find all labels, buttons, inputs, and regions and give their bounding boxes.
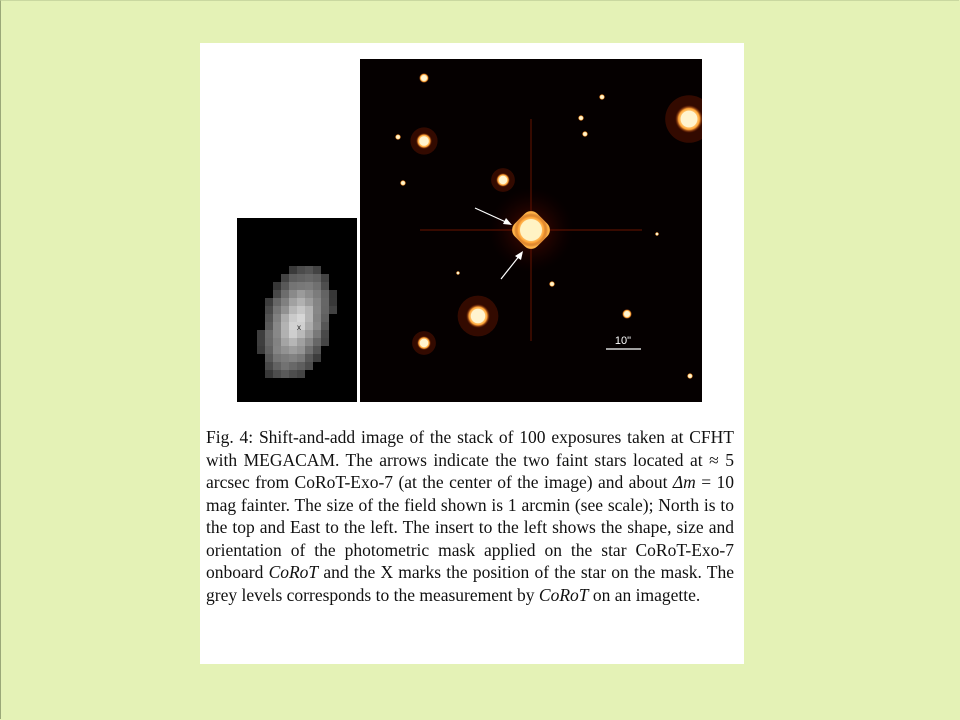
- mask-pixel: [297, 362, 305, 370]
- mask-pixel: [289, 330, 297, 338]
- mask-pixel: [265, 354, 273, 362]
- mask-pixel: [313, 298, 321, 306]
- mask-pixel: [321, 306, 329, 314]
- mask-pixel: [289, 314, 297, 322]
- mask-pixel: [289, 274, 297, 282]
- mask-pixel: [257, 346, 265, 354]
- mask-pixel: [273, 322, 281, 330]
- mask-pixel: [281, 274, 289, 282]
- mask-pixel: [289, 282, 297, 290]
- mask-pixel: [297, 274, 305, 282]
- mask-pixel: [321, 282, 329, 290]
- mask-pixel: [265, 298, 273, 306]
- caption-fig-label: Fig. 4:: [206, 427, 254, 447]
- caption-corot-2: CoRoT: [538, 584, 589, 605]
- mask-pixel: [265, 362, 273, 370]
- mask-pixel: [297, 338, 305, 346]
- field-star-core: [419, 136, 429, 146]
- field-star-core: [688, 374, 692, 378]
- caption-text-3: and the X marks the position of the star on the mask. The grey levels corresponds to the measurement by: [206, 562, 734, 605]
- mask-pixel: [289, 346, 297, 354]
- mask-pixel: [305, 338, 313, 346]
- mask-pixel: [321, 274, 329, 282]
- mask-pixel: [321, 338, 329, 346]
- mask-pixel: [305, 322, 313, 330]
- mask-pixel: [313, 330, 321, 338]
- mask-pixel: [313, 282, 321, 290]
- mask-pixel: [297, 306, 305, 314]
- field-star-core: [420, 339, 428, 347]
- mask-pixel: [273, 330, 281, 338]
- figure-panel: [200, 43, 744, 664]
- mask-pixel: [313, 346, 321, 354]
- mask-pixel: [281, 322, 289, 330]
- field-star-core: [401, 181, 405, 185]
- mask-pixel: [289, 362, 297, 370]
- mask-pixel: [297, 370, 305, 378]
- field-star-core: [656, 233, 658, 235]
- mask-pixel: [281, 298, 289, 306]
- mask-pixel: [273, 314, 281, 322]
- field-star-core: [550, 282, 554, 286]
- mask-pixel: [297, 282, 305, 290]
- mask-pixel: [289, 306, 297, 314]
- mask-pixel: [273, 298, 281, 306]
- photometric-mask-insert: [237, 218, 357, 402]
- mask-pixel: [281, 346, 289, 354]
- mask-pixel: [297, 314, 305, 322]
- mask-pixel: [281, 314, 289, 322]
- mask-pixel: [281, 290, 289, 298]
- mask-pixel: [289, 370, 297, 378]
- star-field-svg: [360, 59, 702, 402]
- mask-pixel: [281, 362, 289, 370]
- mask-pixel: [305, 314, 313, 322]
- mask-pixel: [313, 314, 321, 322]
- mask-pixel: [281, 306, 289, 314]
- field-star-core: [681, 111, 698, 128]
- caption-text-4: on an imagette.: [588, 584, 701, 605]
- field-star-core: [471, 309, 485, 323]
- field-star-core: [421, 75, 427, 81]
- mask-pixel: [313, 306, 321, 314]
- mask-pixel: [313, 266, 321, 274]
- field-star-core: [396, 135, 400, 139]
- caption-text-2: = 10 mag fainter. The size of the field shown is 1 arcmin (see scale); North is to the top and East to the left. The insert to the left shows the shape, size and orientation of the photometric mask applied on the star CoRoT-Exo-7 onboard: [206, 472, 734, 582]
- field-star-core: [624, 311, 630, 317]
- mask-pixel: [289, 322, 297, 330]
- mask-pixel: [305, 282, 313, 290]
- mask-pixel: [257, 338, 265, 346]
- mask-pixel: [313, 338, 321, 346]
- mask-pixel: [305, 362, 313, 370]
- field-star-core: [579, 116, 583, 120]
- mask-pixel: [305, 274, 313, 282]
- caption-text-1: Shift-and-add image of the stack of 100 exposures taken at CFHT with MEGACAM. The arrows indicate the two faint stars located at ≈ 5 arcsec from CoRoT-Exo-7 (at the center of the image) and about: [206, 427, 734, 492]
- mask-pixel: [273, 282, 281, 290]
- mask-pixel: [273, 362, 281, 370]
- mask-pixel: [305, 266, 313, 274]
- mask-pixel: [273, 338, 281, 346]
- mask-pixel: [265, 338, 273, 346]
- mask-pixel: [265, 314, 273, 322]
- mask-pixel: [321, 322, 329, 330]
- mask-pixel: [289, 338, 297, 346]
- mask-pixel: [305, 330, 313, 338]
- mask-pixel: [305, 290, 313, 298]
- field-star-core: [457, 272, 459, 274]
- mask-pixel: [313, 290, 321, 298]
- mask-pixel: [273, 370, 281, 378]
- mask-pixel: [305, 298, 313, 306]
- mask-pixel: [321, 330, 329, 338]
- mask-pixel: [289, 298, 297, 306]
- mask-pixel: [289, 290, 297, 298]
- caption-corot-1: CoRoT: [268, 562, 319, 582]
- mask-pixel: [305, 354, 313, 362]
- mask-pixel: [273, 290, 281, 298]
- mask-pixel: [305, 306, 313, 314]
- field-star-core: [499, 176, 507, 184]
- mask-pixel: [305, 346, 313, 354]
- mask-pixel: [265, 370, 273, 378]
- mask-pixel: [281, 330, 289, 338]
- mask-pixel: [329, 290, 337, 298]
- mask-pixel: [265, 330, 273, 338]
- mask-pixel: [297, 354, 305, 362]
- mask-pixel: [313, 274, 321, 282]
- mask-pixel: [273, 354, 281, 362]
- caption-delta-m: Δm: [672, 472, 696, 492]
- mask-pixel: [321, 298, 329, 306]
- figure-caption: [206, 426, 734, 606]
- scale-bar-label: 10": [614, 335, 632, 347]
- mask-pixel: [297, 266, 305, 274]
- mask-pixel: [281, 338, 289, 346]
- mask-pixel: [289, 354, 297, 362]
- star-position-marker: x: [297, 323, 301, 332]
- mask-pixel: [265, 346, 273, 354]
- target-star-corot-exo-7: [420, 119, 642, 341]
- mask-pixel: [273, 346, 281, 354]
- mask-pixel: [321, 314, 329, 322]
- mask-pixel: [265, 306, 273, 314]
- mask-pixel: [313, 354, 321, 362]
- mask-pixel: [281, 354, 289, 362]
- mask-pixel: [297, 290, 305, 298]
- mask-pixel: [321, 290, 329, 298]
- mask-pixel: [257, 330, 265, 338]
- mask-pixel-grid: [237, 218, 357, 402]
- mask-pixel: [329, 298, 337, 306]
- mask-pixel: [281, 370, 289, 378]
- mask-pixel: [273, 306, 281, 314]
- mask-pixel: [297, 298, 305, 306]
- field-star-core: [600, 95, 604, 99]
- star-field-image: [360, 59, 702, 402]
- scale-bar: [606, 335, 641, 349]
- mask-pixel: [313, 322, 321, 330]
- field-star-core: [583, 132, 587, 136]
- mask-pixel: [329, 306, 337, 314]
- mask-pixel: [289, 266, 297, 274]
- mask-pixel: [297, 346, 305, 354]
- mask-pixel: [281, 282, 289, 290]
- mask-pixel: [265, 322, 273, 330]
